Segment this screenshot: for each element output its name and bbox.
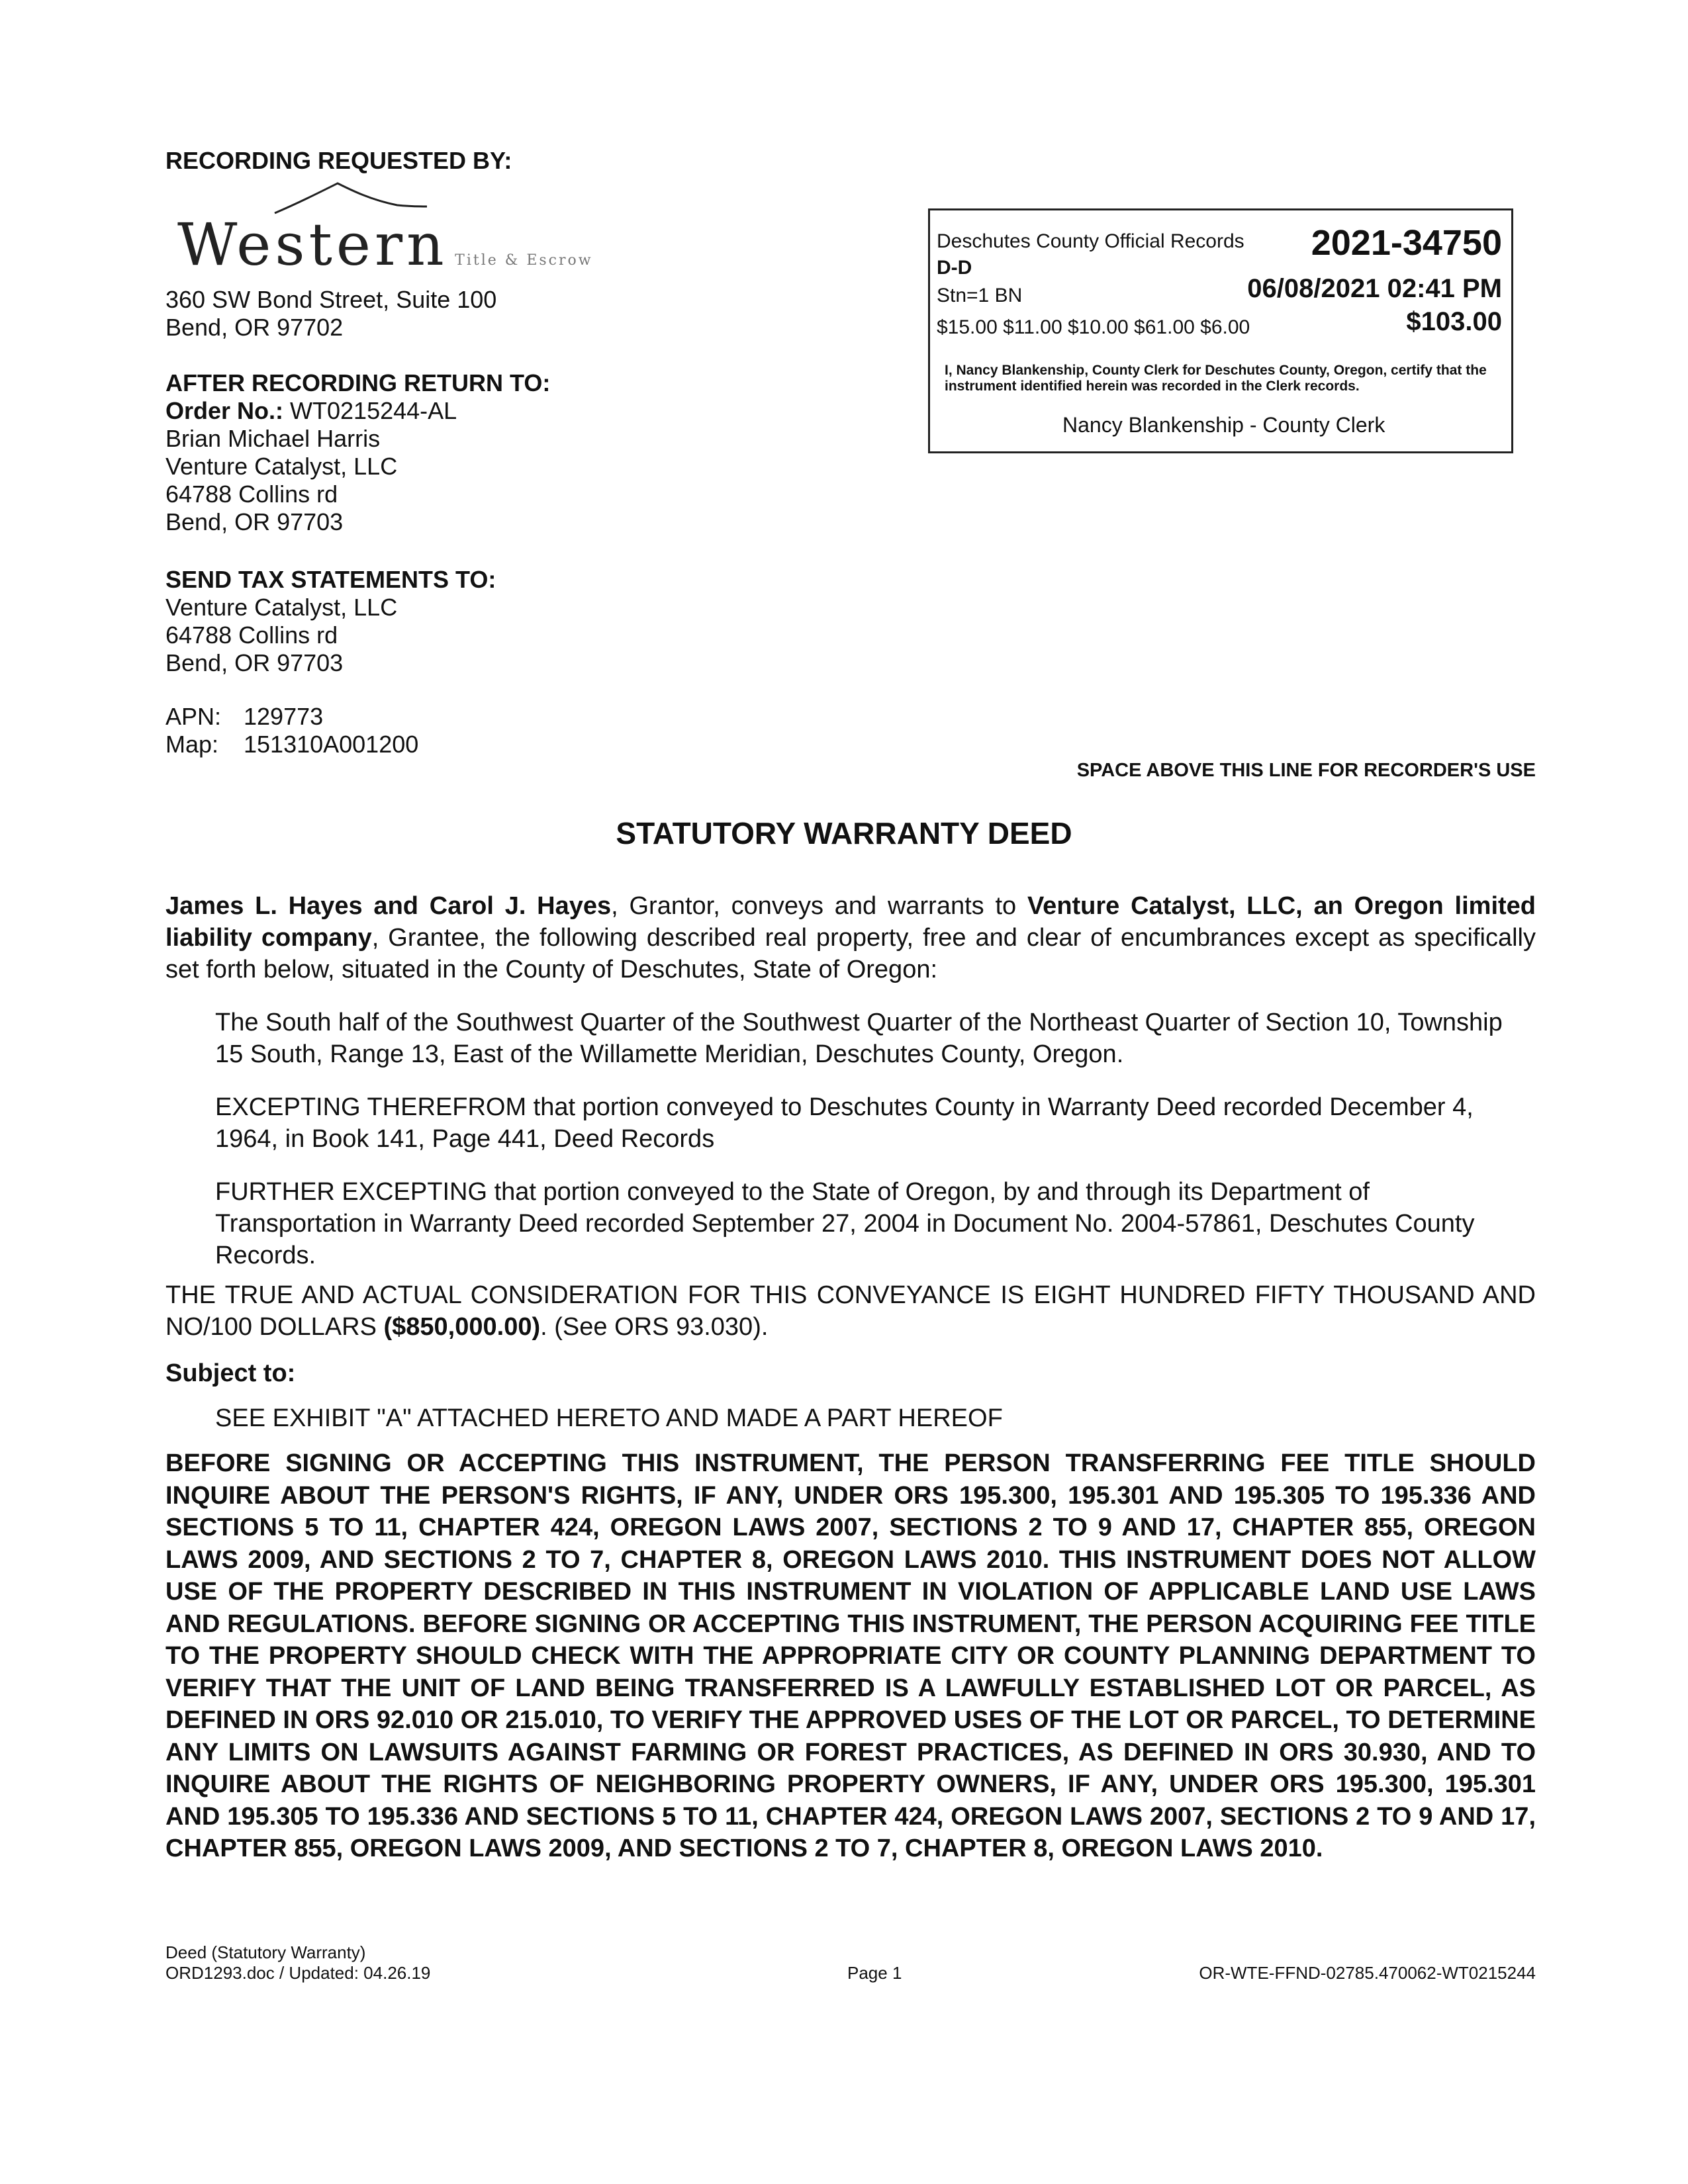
recorder-doc-type: D-D [937, 257, 972, 279]
tax-to-line: Bend, OR 97703 [165, 649, 344, 676]
return-to-line: 64788 Collins rd [165, 480, 338, 508]
company-address [165, 286, 496, 341]
return-to-block [165, 397, 457, 536]
recorder-total: $103.00 [1406, 307, 1502, 336]
tax-to-block [165, 594, 397, 677]
parcel-info [165, 703, 418, 758]
grantor-name: James L. Hayes and Carol J. Hayes [165, 892, 612, 920]
conveyance-text-2: , Grantee, the following described real property, free and clear of encumbrances except as specifically set forth below, situated in the County of Deschutes, State of Oregon: [165, 924, 1536, 983]
recording-requested-label: RECORDING REQUESTED BY: [165, 147, 512, 174]
recorder-station: Stn=1 BN [937, 285, 1023, 306]
grantee-name: Venture Catalyst, LLC, an Oregon limited liability company [165, 892, 1536, 952]
return-to-line: Brian Michael Harris [165, 425, 381, 452]
legal-description-1: The South half of the Southwest Quarter of the Southwest Quarter of the Northeast Quarter of Section 10, Township 15 South, Range 13, East of the Willamette Meridian, Deschutes County, Oregon. [215, 1009, 1503, 1068]
company-logo [177, 210, 593, 279]
logo-tagline: Title & Escrow [455, 252, 593, 269]
legal-description-3: FURTHER EXCEPTING that portion conveyed to the State of Oregon, by and through its Department of Transportation in Warranty Deed recorded September 27, 2004 in Document No. 2004-57861, Deschutes County Records. [215, 1178, 1475, 1269]
recorder-stamp-box [928, 208, 1513, 453]
conveyance-clause [165, 890, 1536, 985]
recorder-office: Deschutes County Official Records [937, 230, 1244, 252]
recorder-space-notice: SPACE ABOVE THIS LINE FOR RECORDER'S USE [1076, 760, 1536, 781]
recorder-doc-number: 2021-34750 [1311, 223, 1502, 263]
tax-to-line: 64788 Collins rd [165, 621, 338, 649]
return-to-line: Venture Catalyst, LLC [165, 453, 398, 480]
footer-reference: OR-WTE-FFND-02785.470062-WT0215244 [1199, 1963, 1536, 1983]
after-recording-label: AFTER RECORDING RETURN TO: [165, 369, 551, 396]
consideration-text: THE TRUE AND ACTUAL CONSIDERATION FOR THIS CONVEYANCE IS EIGHT HUNDRED FIFTY THOUSAND AND NO/100 DOLLARS [165, 1281, 1536, 1341]
return-to-line: Bend, OR 97703 [165, 508, 344, 535]
apn-value: 129773 [244, 703, 324, 730]
footer-form-name: Deed (Statutory Warranty) [165, 1942, 366, 1962]
footer-page-number: Page 1 [847, 1963, 902, 1983]
consideration-amount: ($850,000.00) [383, 1313, 541, 1341]
deed-body [165, 890, 1536, 1865]
map-label: Map: [165, 731, 219, 758]
order-number: WT0215244-AL [290, 397, 457, 424]
logo-name: Western [177, 210, 448, 279]
legal-description-2: EXCEPTING THEREFROM that portion conveyed to Deschutes County in Warranty Deed recorded December 4, 1964, in Book 141, Page 441, Deed Records [215, 1093, 1474, 1153]
footer-form-file: ORD1293.doc / Updated: 04.26.19 [165, 1963, 431, 1983]
tax-to-line: Venture Catalyst, LLC [165, 594, 398, 621]
recorder-certification: I, Nancy Blankenship, County Clerk for Deschutes County, Oregon, certify that the instrument identified herein was recorded in the Clerk records. [945, 363, 1487, 394]
recorder-datetime: 06/08/2021 02:41 PM [1247, 274, 1502, 303]
land-use-warning: BEFORE SIGNING OR ACCEPTING THIS INSTRUMENT, THE PERSON TRANSFERRING FEE TITLE SHOULD INQUIRE ABOUT THE PERSON'S RIGHTS, IF ANY, UNDER ORS 195.300, 195.301 AND 195.305 TO 195.336 AND SECTIONS 5 TO 11, CHAPTER 424, OREGON LAWS 2007, SECTIONS 2 TO 9 AND 17, CHAPTER 855, OREGON LAWS 2009, AND SECTIONS 2 TO 7, CHAPTER 8, OREGON LAWS 2010. THIS INSTRUMENT DOES NOT ALLOW USE OF THE PROPERTY DESCRIBED IN THIS INSTRUMENT IN VIOLATION OF APPLICABLE LAND USE LAWS AND REGULATIONS. BEFORE SIGNING OR ACCEPTING THIS INSTRUMENT, THE PERSON ACQUIRING FEE TITLE TO THE PROPERTY SHOULD CHECK WITH THE APPROPRIATE CITY OR COUNTY PLANNING DEPARTMENT TO VERIFY THAT THE UNIT OF LAND BEING TRANSFERRED IS A LAWFULLY ESTABLISHED LOT OR PARCEL, AS DEFINED IN ORS 92.010 OR 215.010, TO VERIFY THE APPROVED USES OF THE LOT OR PARCEL, TO DETERMINE ANY LIMITS ON LAWSUITS AGAINST FARMING OR FOREST PRACTICES, AS DEFINED IN ORS 30.930, AND TO INQUIRE ABOUT THE RIGHTS OF NEIGHBORING PROPERTY OWNERS, IF ANY, UNDER ORS 195.300, 195.301 AND 195.305 TO 195.336 AND SECTIONS 5 TO 11, CHAPTER 424, OREGON LAWS 2007, SECTIONS 2 TO 9 AND 17, CHAPTER 855, OREGON LAWS 2009, AND SECTIONS 2 TO 7, CHAPTER 8, OREGON LAWS 2010. [165, 1449, 1536, 1862]
map-value: 151310A001200 [244, 731, 419, 758]
company-address-line1: 360 SW Bond Street, Suite 100 [165, 286, 497, 313]
recorder-fees: $15.00 $11.00 $10.00 $61.00 $6.00 [937, 316, 1250, 338]
subject-to-text: SEE EXHIBIT "A" ATTACHED HERETO AND MADE A PART HEREOF [215, 1404, 1003, 1432]
order-label: Order No.: [165, 397, 284, 424]
company-address-line2: Bend, OR 97702 [165, 314, 344, 341]
conveyance-text-1: , Grantor, conveys and warrants to [611, 892, 1027, 920]
consideration-clause [165, 1279, 1536, 1343]
consideration-reference: . (See ORS 93.030). [540, 1313, 769, 1341]
tax-statements-label: SEND TAX STATEMENTS TO: [165, 566, 496, 593]
subject-to-label: Subject to: [165, 1359, 296, 1387]
apn-label: APN: [165, 703, 222, 730]
deed-title: STATUTORY WARRANTY DEED [616, 816, 1072, 850]
recorder-clerk: Nancy Blankenship - County Clerk [1062, 413, 1385, 437]
footer-form-info [165, 1942, 430, 1983]
